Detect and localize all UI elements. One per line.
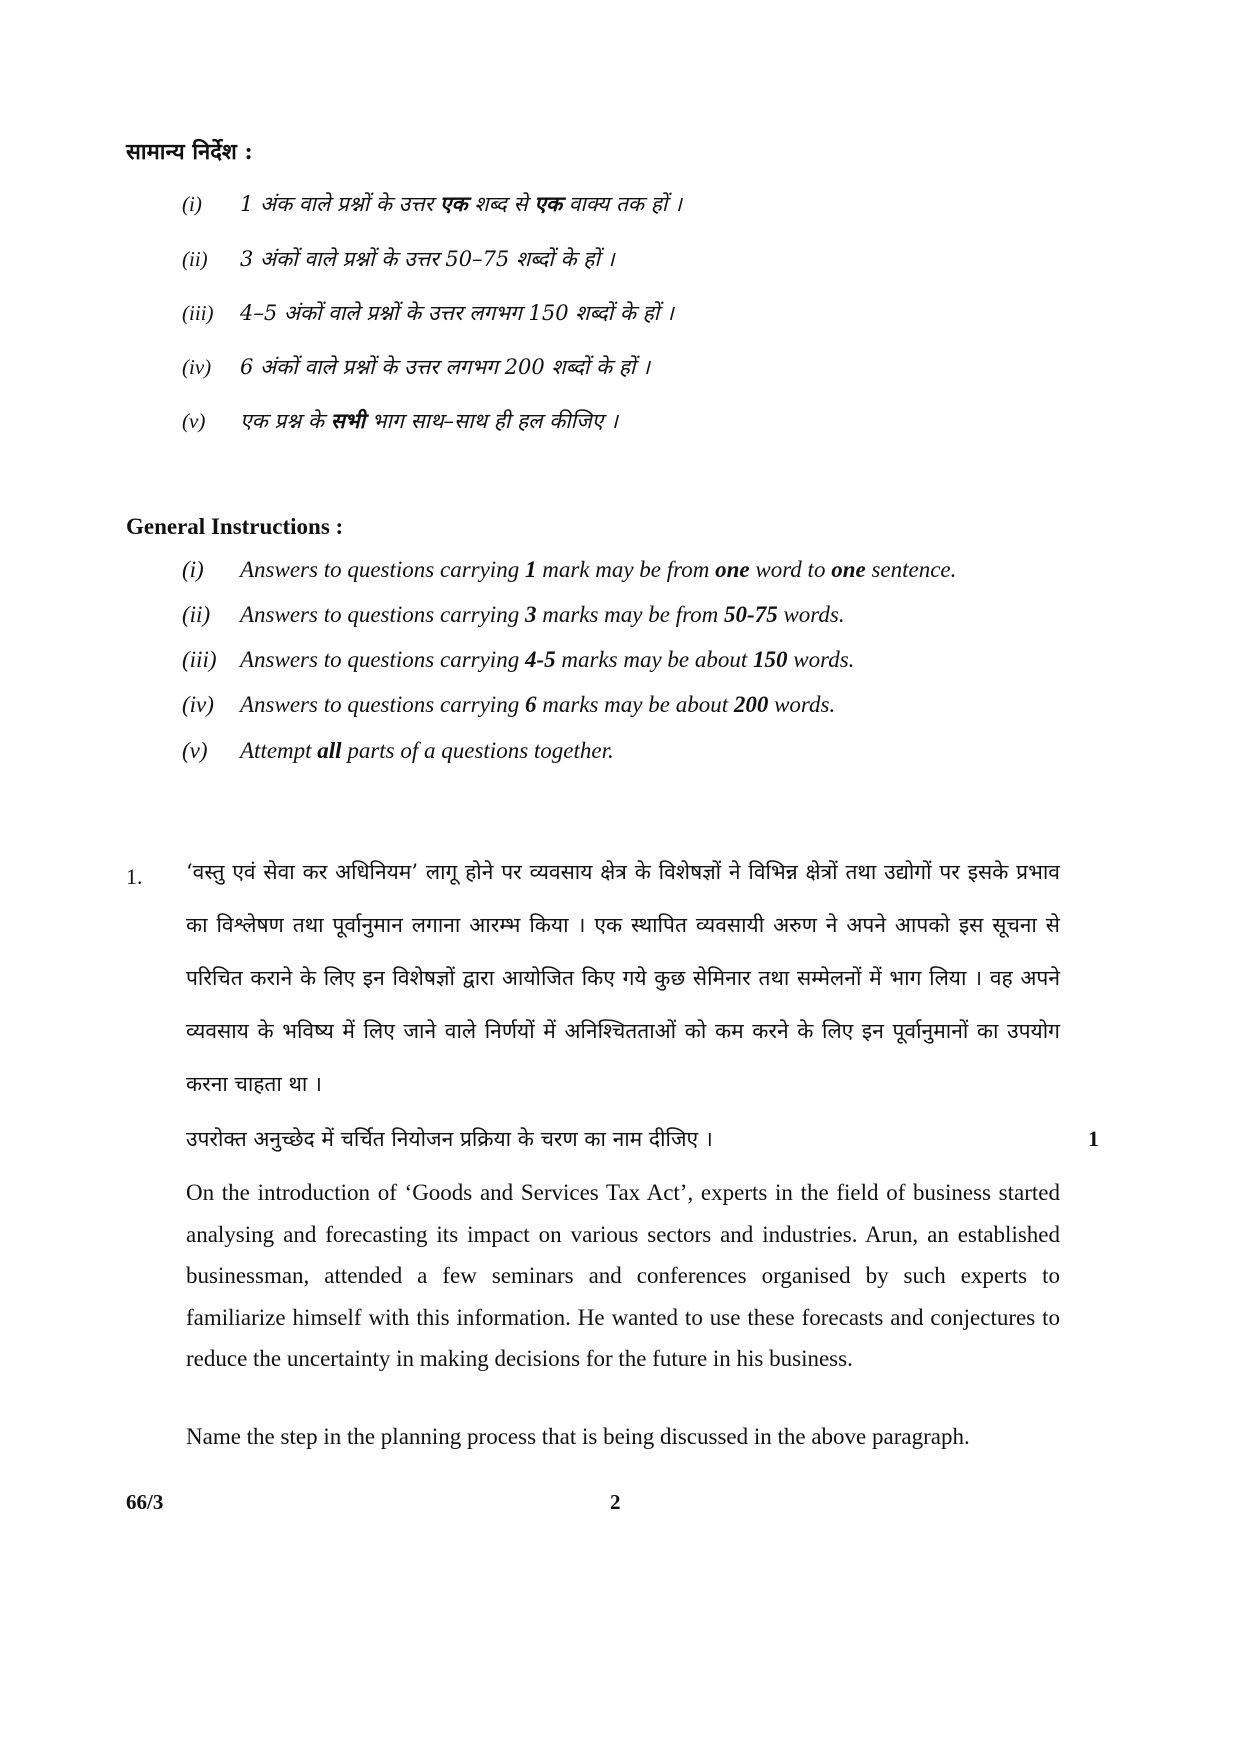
english-instruction-item-number: (ii) [182, 602, 211, 627]
page-number: 2 [610, 1490, 621, 1514]
english-instruction-item-text: Answers to questions carrying [240, 647, 525, 672]
english-instruction-item-emphasis: one [715, 557, 750, 582]
hindi-instruction-item-text: 3 अंकों वाले प्रश्नों के उत्तर 50–75 शब्दों के हों । [240, 247, 615, 271]
question-hindi-prompt: उपरोक्त अनुच्छेद में चर्चित नियोजन प्रक्रिया के चरण का नाम दीजिए । [186, 1127, 713, 1151]
english-instruction-item-number: (iv) [182, 692, 214, 717]
english-instruction-item-text: marks may be about [555, 647, 754, 672]
english-instruction-item-text: words. [768, 692, 836, 717]
english-instruction-item-text: words. [787, 647, 855, 672]
hindi-instruction-item-text: 4–5 अंकों वाले प्रश्नों के उत्तर लगभग 150 शब्दों के हों । [240, 301, 674, 325]
english-instruction-item-text: mark may be from [536, 557, 716, 582]
hindi-instruction-item-text: शब्द से [467, 192, 535, 216]
english-instruction-item-text: sentence. [865, 557, 957, 582]
hindi-instruction-item [182, 245, 1082, 273]
english-instruction-item-text: parts of a questions together. [341, 738, 614, 763]
hindi-instructions-heading: सामान्य निर्देश : [126, 139, 253, 165]
english-instruction-item-text: marks may be about [536, 692, 734, 717]
english-instruction-item [182, 647, 1082, 673]
english-instruction-item-text: Answers to questions carrying [240, 692, 525, 717]
english-instructions-heading: General Instructions : [126, 514, 344, 539]
english-instruction-item [182, 602, 1082, 628]
question-marks: 1 [1088, 1126, 1099, 1151]
question-english-prompt: Name the step in the planning process that is being discussed in the above paragraph. [186, 1424, 970, 1449]
hindi-instruction-item-text: एक प्रश्न के [240, 409, 331, 433]
english-instruction-item-emphasis: 6 [524, 692, 537, 717]
hindi-instruction-item-number: (ii) [182, 247, 208, 271]
paper-code: 66/3 [126, 1490, 164, 1514]
hindi-instruction-item-text: भाग साथ–साथ ही हल कीजिए । [365, 409, 618, 433]
english-instruction-item-emphasis: one [831, 557, 866, 582]
hindi-instruction-item-emphasis: एक [439, 191, 468, 216]
english-instruction-item-emphasis: 200 [733, 692, 769, 717]
english-instruction-item-text: Answers to questions carrying [240, 602, 525, 627]
english-instruction-item-emphasis: 3 [524, 602, 537, 627]
hindi-instruction-item-number: (iii) [182, 301, 214, 325]
english-instruction-item-emphasis: 1 [524, 557, 537, 582]
english-instruction-item-emphasis: 4-5 [524, 647, 556, 672]
hindi-instruction-item-text: वाक्य तक हों । [562, 192, 682, 216]
english-instruction-item-emphasis: 150 [753, 647, 788, 672]
question-hindi-paragraph: ‘वस्तु एवं सेवा कर अधिनियम’ लागू होने पर व्यवसाय क्षेत्र के विशेषज्ञों ने विभिन्न क्षेत्रों तथा उद्योगों पर इसके प्रभाव का विश्लेषण तथा पूर्वानुमान लगाना आरम्भ किया । एक स्थापित व्यवसायी अरुण ने अपने आपको इस सूचना से परिचित कराने के लिए इन विशेषज्ञों द्वारा आयोजित किए गये कुछ सेमिनार तथा सम्मेलनों में भाग लिया । वह अपने व्यवसाय के भविष्य में लिए जाने वाले निर्णयों में अनिश्चितताओं को कम करने के लिए इन पूर्वानुमानों का उपयोग करना चाहता था । [186, 860, 1060, 1096]
question-english-paragraph: On the introduction of ‘Goods and Services Tax Act’, experts in the field of business started analysing and forecasting its impact on various sectors and industries. Arun, an established businessman, attended a few seminars and conferences organised by such experts to familiarize himself with this information. He wanted to use these forecasts and conjectures to reduce the uncertainty in making decisions for the future in his business. [186, 1180, 1060, 1371]
hindi-instruction-item-text: 6 अंकों वाले प्रश्नों के उत्तर लगभग 200 शब्दों के हों । [240, 355, 650, 379]
english-instruction-item [182, 557, 1082, 583]
hindi-instruction-item [182, 190, 1082, 218]
english-instruction-item-number: (i) [182, 557, 204, 582]
hindi-instruction-item [182, 407, 1082, 435]
hindi-instruction-item-emphasis: एक [534, 191, 563, 216]
english-instruction-item-number: (v) [182, 738, 208, 763]
hindi-instruction-item [182, 353, 1082, 381]
english-instruction-item-text: words. [777, 602, 845, 627]
english-instruction-item [182, 692, 1082, 718]
hindi-instruction-item-emphasis: सभी [330, 408, 366, 433]
english-instruction-item-text: marks may be from [536, 602, 725, 627]
hindi-instruction-item-text: 1 अंक वाले प्रश्नों के उत्तर [240, 192, 440, 216]
english-instruction-item-emphasis: 50-75 [724, 602, 778, 627]
hindi-instruction-item-number: (v) [182, 409, 206, 433]
english-instruction-item-emphasis: all [317, 738, 342, 763]
english-instruction-item-text: Attempt [240, 738, 318, 763]
hindi-instruction-item-number: (iv) [182, 355, 212, 379]
english-instruction-item-text: Answers to questions carrying [240, 557, 525, 582]
english-instruction-item [182, 738, 1082, 764]
hindi-instruction-item-number: (i) [182, 192, 202, 216]
english-instruction-item-number: (iii) [182, 647, 217, 672]
hindi-instruction-item [182, 299, 1082, 327]
english-instruction-item-text: word to [749, 557, 832, 582]
question-number: 1. [126, 864, 143, 889]
